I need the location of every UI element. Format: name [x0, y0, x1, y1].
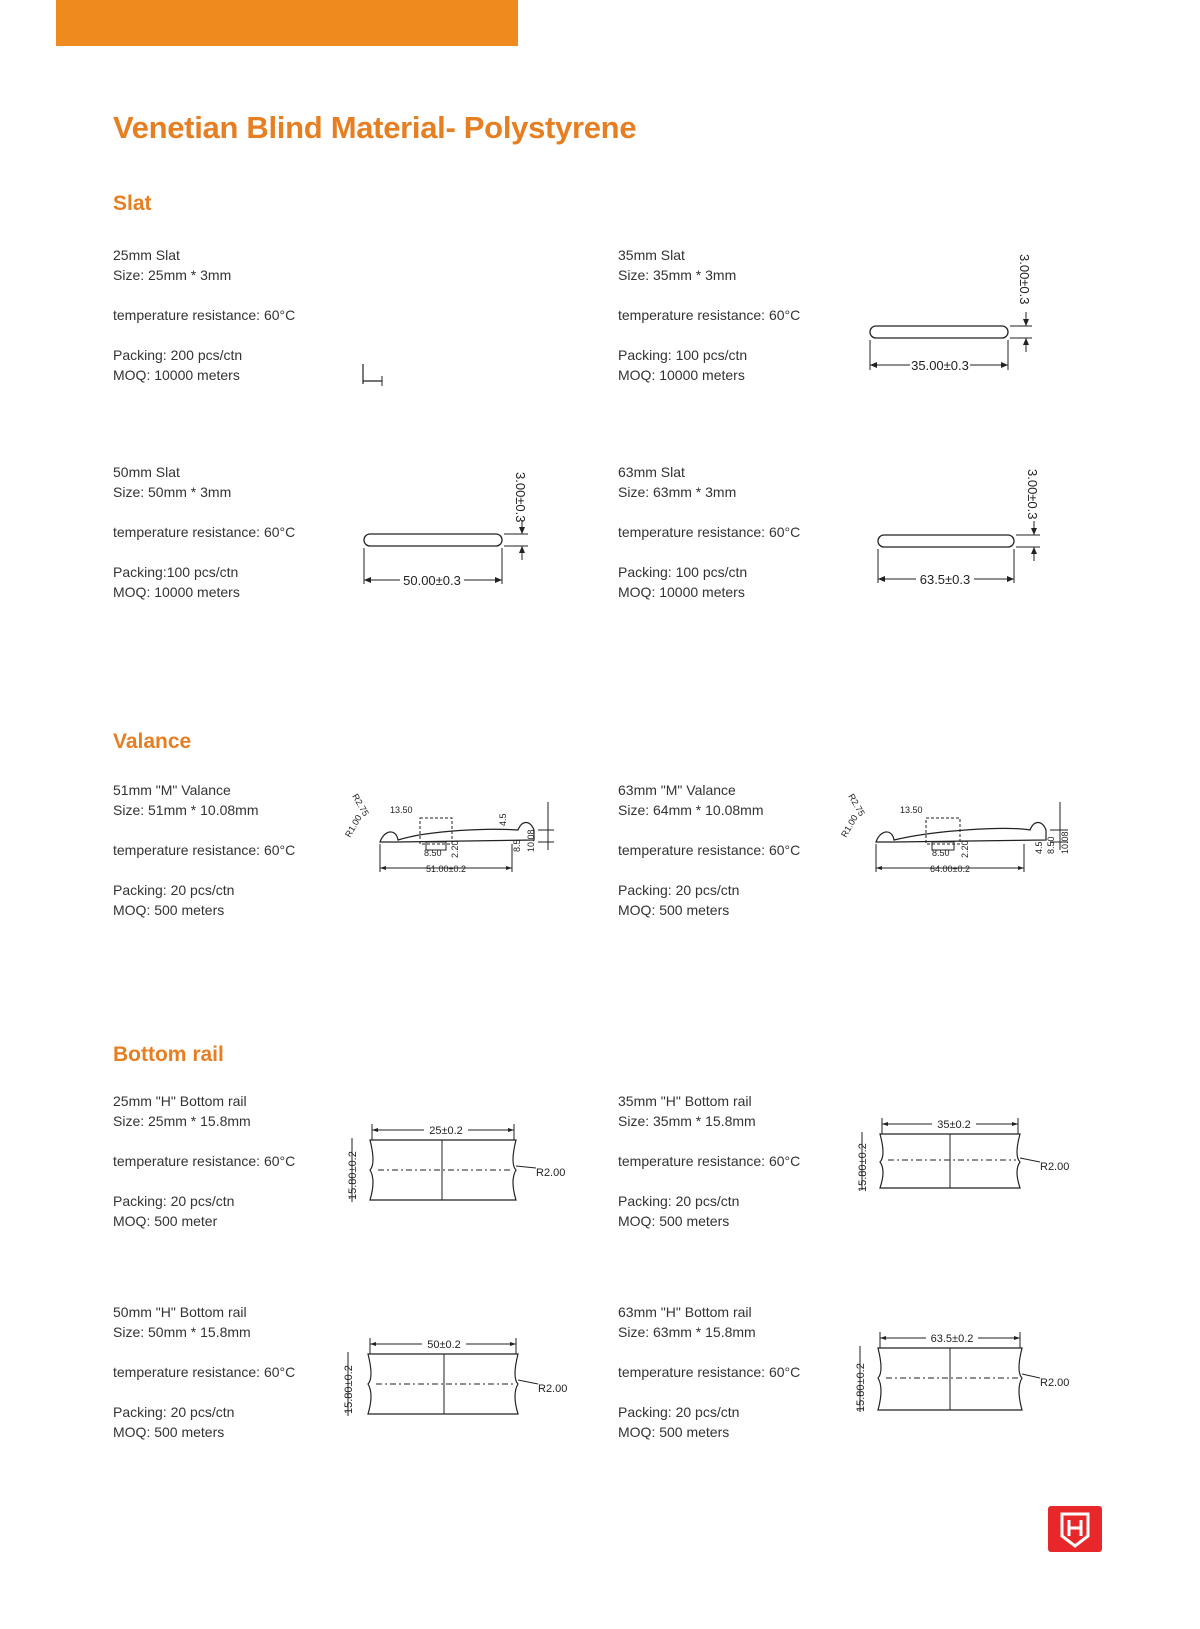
dim-radius: R2.00	[538, 1383, 568, 1395]
dim-b: 8.50	[932, 848, 950, 858]
dim-width: 63.5±0.3	[919, 572, 971, 587]
spec-packing: Packing: 20 pcs/ctn	[113, 882, 235, 898]
dim-radius: R2.00	[1040, 1161, 1070, 1173]
valance-51-drawing	[343, 790, 560, 900]
spec-size: Size: 50mm * 3mm	[113, 484, 232, 500]
spec-name: 50mm "H" Bottom rail	[113, 1304, 247, 1320]
rail-50-drawing	[340, 1332, 580, 1432]
dim-f: 10.08	[526, 829, 536, 852]
dim-e: 8.50	[1046, 836, 1056, 854]
spec-35mm-slat	[618, 245, 878, 385]
dim-width: 64.00±0.2	[930, 864, 970, 874]
slat-63-drawing	[868, 465, 1048, 595]
dim-a: 13.50	[900, 805, 923, 815]
spec-temp: temperature resistance: 60°C	[113, 1153, 296, 1169]
section-heading-slat: Slat	[113, 192, 152, 215]
dim-width: 25±0.2	[429, 1125, 463, 1137]
spec-packing: Packing:100 pcs/ctn	[113, 564, 239, 580]
spec-size: Size: 25mm * 15.8mm	[113, 1113, 251, 1129]
spec-25mm-slat	[113, 245, 373, 385]
spec-name: 25mm "H" Bottom rail	[113, 1093, 247, 1109]
spec-51mm-valance	[113, 780, 373, 920]
dim-a: 13.50	[390, 805, 413, 815]
spec-name: 35mm Slat	[618, 247, 685, 263]
spec-name: 63mm "M" Valance	[618, 782, 736, 798]
spec-size: Size: 35mm * 3mm	[618, 267, 737, 283]
spec-temp: temperature resistance: 60°C	[618, 524, 801, 540]
spec-name: 35mm "H" Bottom rail	[618, 1093, 752, 1109]
rail-63-drawing	[850, 1322, 1080, 1432]
spec-moq: MOQ: 500 meters	[113, 902, 225, 918]
spec-temp: temperature resistance: 60°C	[618, 1364, 801, 1380]
spec-name: 51mm "M" Valance	[113, 782, 231, 798]
slat-25-drawing-fragment	[360, 360, 390, 390]
spec-size: Size: 63mm * 3mm	[618, 484, 737, 500]
spec-moq: MOQ: 500 meter	[113, 1213, 218, 1229]
brand-logo-icon	[1048, 1506, 1102, 1552]
spec-temp: temperature resistance: 60°C	[113, 307, 296, 323]
dim-c: 2.20	[960, 840, 970, 858]
spec-packing: Packing: 200 pcs/ctn	[113, 347, 243, 363]
dim-r1: R2.75	[846, 792, 867, 818]
spec-63mm-bottom-rail	[618, 1302, 878, 1442]
spec-size: Size: 51mm * 10.08mm	[113, 802, 259, 818]
dim-r1: R2.75	[350, 792, 371, 818]
spec-size: Size: 25mm * 3mm	[113, 267, 232, 283]
dim-height: 3.00±0.3	[1025, 469, 1040, 520]
spec-name: 63mm "H" Bottom rail	[618, 1304, 752, 1320]
dim-height: 15.80±0.2	[343, 1365, 355, 1414]
dim-r2: R1.00	[343, 813, 364, 839]
dim-d: 4.5	[1034, 841, 1044, 854]
spec-packing: Packing: 20 pcs/ctn	[618, 1404, 740, 1420]
spec-moq: MOQ: 500 meters	[113, 1424, 225, 1440]
spec-moq: MOQ: 500 meters	[618, 1213, 730, 1229]
dim-width: 35±0.2	[937, 1119, 971, 1131]
spec-moq: MOQ: 10000 meters	[113, 584, 240, 600]
section-heading-valance: Valance	[113, 730, 192, 753]
spec-temp: temperature resistance: 60°C	[618, 842, 801, 858]
page-title: Venetian Blind Material- Polystyrene	[113, 110, 637, 145]
dim-c: 2.20	[450, 840, 460, 858]
spec-temp: temperature resistance: 60°C	[113, 842, 296, 858]
header-accent-bar	[56, 0, 518, 46]
spec-packing: Packing: 20 pcs/ctn	[618, 882, 740, 898]
dim-d: 4.5	[498, 813, 508, 826]
spec-moq: MOQ: 500 meters	[618, 1424, 730, 1440]
dim-f: 10.08	[1060, 831, 1070, 854]
dim-radius: R2.00	[1040, 1377, 1070, 1389]
dim-height: 3.00±0.3	[1017, 254, 1032, 305]
spec-temp: temperature resistance: 60°C	[618, 1153, 801, 1169]
dim-width: 50.00±0.3	[403, 573, 461, 588]
spec-35mm-bottom-rail	[618, 1091, 878, 1231]
dim-width: 51.00±0.2	[426, 864, 466, 874]
spec-moq: MOQ: 10000 meters	[618, 367, 745, 383]
spec-name: 63mm Slat	[618, 464, 685, 480]
dim-e: 8.5	[512, 839, 522, 852]
dim-height: 15.80±0.2	[857, 1143, 869, 1192]
spec-packing: Packing: 20 pcs/ctn	[618, 1193, 740, 1209]
spec-size: Size: 50mm * 15.8mm	[113, 1324, 251, 1340]
spec-25mm-bottom-rail	[113, 1091, 373, 1231]
spec-size: Size: 64mm * 10.08mm	[618, 802, 764, 818]
spec-name: 50mm Slat	[113, 464, 180, 480]
dim-width: 63.5±0.2	[930, 1333, 974, 1345]
spec-moq: MOQ: 10000 meters	[618, 584, 745, 600]
valance-63-drawing	[839, 790, 1076, 900]
spec-63mm-slat	[618, 462, 878, 602]
dim-height: 3.00±0.3	[513, 472, 528, 523]
spec-packing: Packing: 100 pcs/ctn	[618, 347, 748, 363]
spec-name: 25mm Slat	[113, 247, 180, 263]
section-heading-bottom-rail: Bottom rail	[113, 1043, 224, 1066]
brand-logo-glyph-icon	[1048, 1506, 1102, 1552]
dim-height: 15.80±0.2	[347, 1151, 359, 1200]
spec-temp: temperature resistance: 60°C	[113, 1364, 296, 1380]
spec-temp: temperature resistance: 60°C	[618, 307, 801, 323]
spec-moq: MOQ: 500 meters	[618, 902, 730, 918]
spec-63mm-valance	[618, 780, 878, 920]
spec-size: Size: 63mm * 15.8mm	[618, 1324, 756, 1340]
dim-radius: R2.00	[536, 1167, 566, 1179]
dim-r2: R1.00	[839, 813, 860, 839]
spec-packing: Packing: 100 pcs/ctn	[618, 564, 748, 580]
spec-packing: Packing: 20 pcs/ctn	[113, 1193, 235, 1209]
rail-25-drawing	[344, 1118, 574, 1218]
dim-width: 35.00±0.3	[911, 358, 969, 373]
spec-temp: temperature resistance: 60°C	[113, 524, 296, 540]
dim-height: 15.80±0.2	[855, 1363, 867, 1412]
slat-50-drawing	[360, 468, 540, 598]
rail-35-drawing	[852, 1112, 1082, 1212]
spec-packing: Packing: 20 pcs/ctn	[113, 1404, 235, 1420]
spec-moq: MOQ: 10000 meters	[113, 367, 240, 383]
dim-b: 8.50	[424, 848, 442, 858]
spec-50mm-slat	[113, 462, 373, 602]
dim-width: 50±0.2	[427, 1339, 461, 1351]
slat-35-drawing	[860, 250, 1040, 380]
spec-size: Size: 35mm * 15.8mm	[618, 1113, 756, 1129]
spec-50mm-bottom-rail	[113, 1302, 373, 1442]
